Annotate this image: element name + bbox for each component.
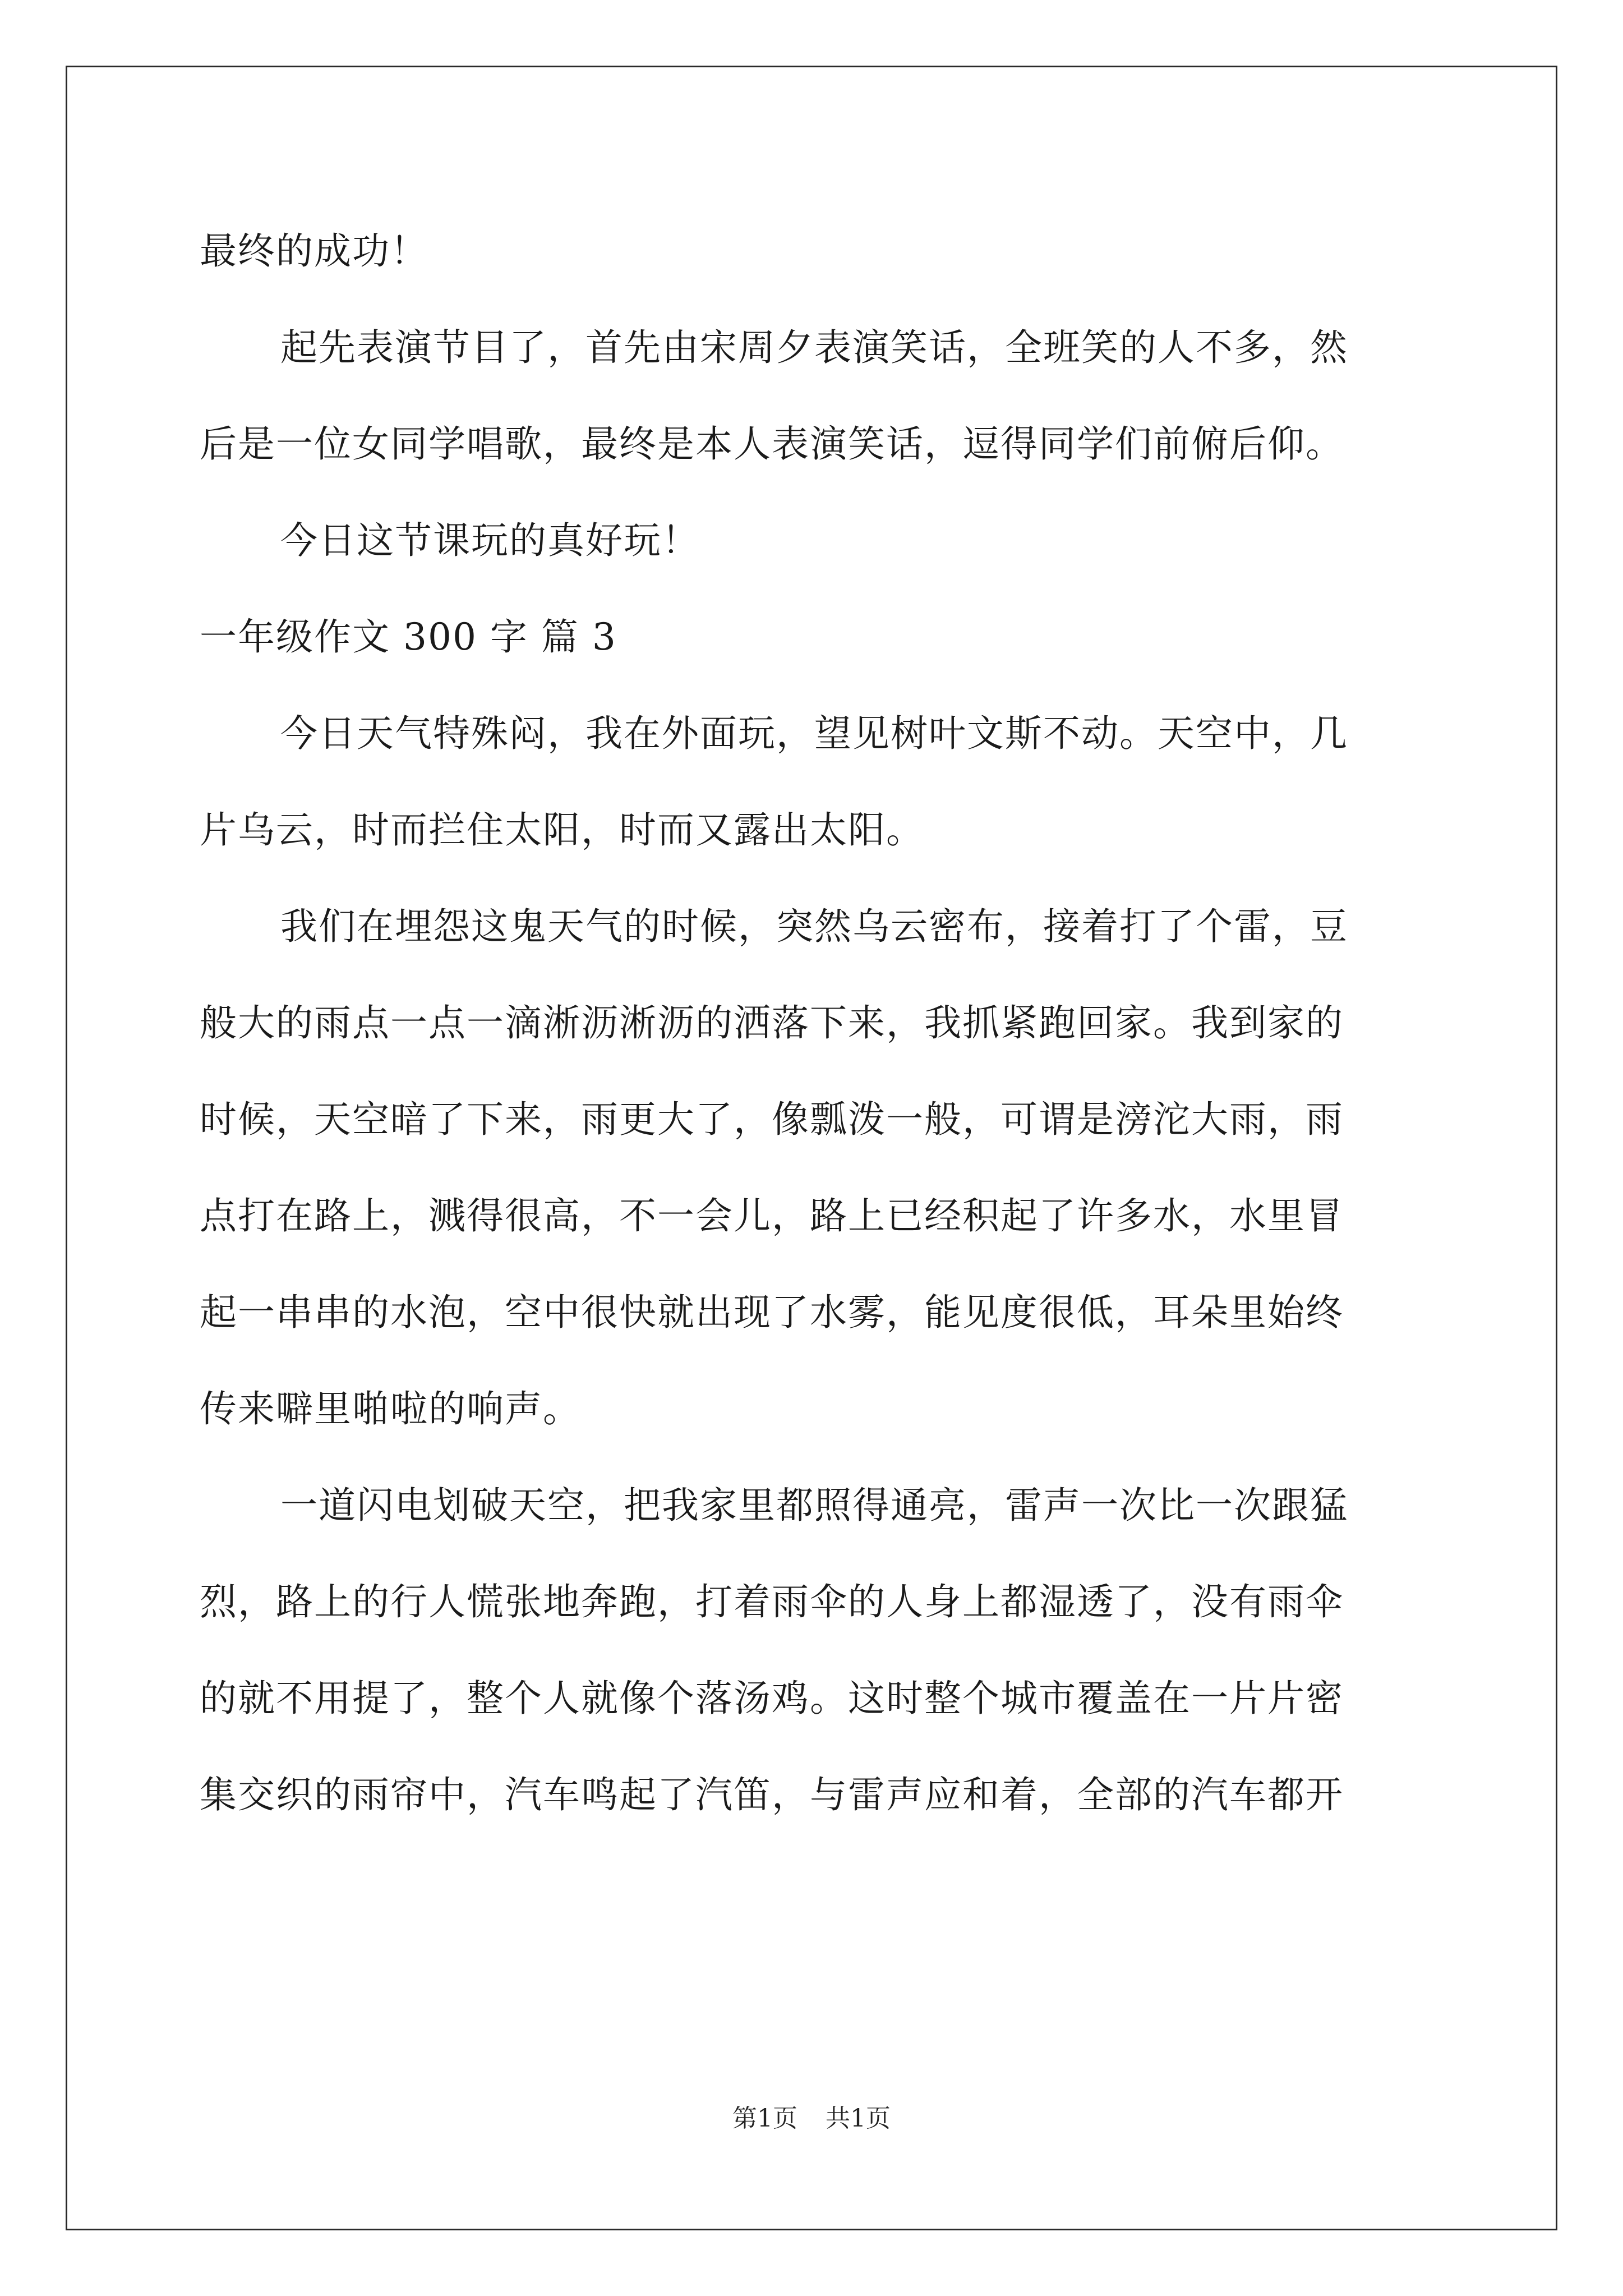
text-line: 今日这节课玩的真好玩！ — [280, 519, 700, 562]
text-line: 时候，天空暗了下来，雨更大了，像瓢泼一般，可谓是滂沱大雨，雨 — [200, 1098, 1344, 1141]
page-footer — [0, 2098, 1623, 2134]
text-line: 后是一位女同学唱歌，最终是本人表演笑话，逗得同学们前俯后仰。 — [200, 422, 1344, 466]
text-line: 集交织的雨帘中，汽车鸣起了汽笛，与雷声应和着，全部的汽车都开 — [200, 1773, 1344, 1816]
page-total: 共1页 — [826, 2104, 891, 2133]
text-line: 今日天气特殊闷，我在外面玩，望见树叶文斯不动。天空中，几 — [280, 712, 1348, 755]
text-line: 起一串串的水泡，空中很快就出现了水雾，能见度很低，耳朵里始终 — [200, 1291, 1344, 1334]
document-body — [200, 203, 1433, 1843]
text-line: 起先表演节目了，首先由宋周夕表演笑话，全班笑的人不多，然 — [280, 326, 1348, 369]
text-line: 我们在埋怨这鬼天气的时候，突然乌云密布，接着打了个雷，豆 — [280, 905, 1348, 948]
section-heading: 一年级作文 300 字 篇 3 — [200, 615, 617, 659]
text-line: 般大的雨点一点一滴淅沥淅沥的洒落下来，我抓紧跑回家。我到家的 — [200, 1001, 1344, 1045]
text-line: 一道闪电划破天空，把我家里都照得通亮，雷声一次比一次跟猛 — [280, 1484, 1348, 1527]
text-line: 传来噼里啪啦的响声。 — [200, 1387, 581, 1430]
text-line: 最终的成功！ — [200, 229, 428, 273]
text-line: 片乌云，时而拦住太阳，时而又露出太阳。 — [200, 808, 924, 852]
text-line: 烈，路上的行人慌张地奔跑，打着雨伞的人身上都湿透了，没有雨伞 — [200, 1580, 1344, 1623]
text-line: 点打在路上，溅得很高，不一会儿，路上已经积起了许多水，水里冒 — [200, 1194, 1344, 1237]
text-line: 的就不用提了，整个人就像个落汤鸡。这时整个城市覆盖在一片片密 — [200, 1677, 1344, 1720]
page-number: 第1页 — [732, 2104, 797, 2133]
